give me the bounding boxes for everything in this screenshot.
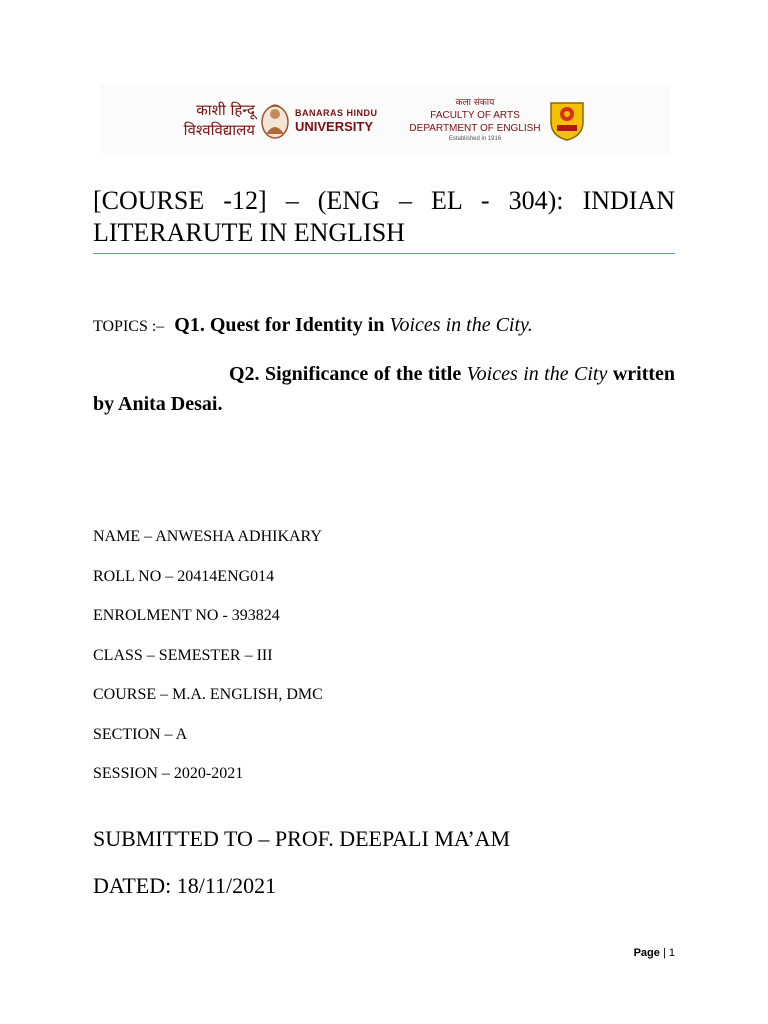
bhu-hindi-line1: काशी हिन्दू [196,101,255,119]
bhu-english-name [295,108,378,134]
detail-roll-no: ROLL NO – 20414ENG014 [93,567,275,585]
department-name: DEPARTMENT OF ENGLISH [409,123,541,134]
detail-name: NAME – ANWESHA ADHIKARY [93,528,322,545]
topics-label: TOPICS :– [93,318,165,335]
faculty-hindi: कला संकाय [455,98,495,108]
page-separator: | [662,947,666,959]
submitted-to: SUBMITTED TO – PROF. DEEPALI MA’AM [93,826,511,851]
detail-session: SESSION – 2020-2021 [93,765,244,782]
student-details [93,528,323,805]
q2-author-text: written by Anita Desai. [93,363,676,415]
bhu-english-line2: UNIVERSITY [295,119,374,134]
topic-q2 [93,359,675,419]
bhu-logo [177,98,387,146]
shield-emblem-icon [548,100,586,142]
bhu-english-line1: BANARAS HINDU [295,108,378,118]
page-number [634,947,675,959]
faculty-name: FACULTY OF ARTS [430,110,520,121]
page-number-value: 1 [668,947,675,959]
q1-text: Q1. Quest for Identity in [174,314,385,336]
bhu-hindi-line2: विश्वविद्यालय [183,121,255,139]
faculty-logo [405,98,545,148]
topic-q1 [93,310,675,342]
page-label: Page [633,947,660,959]
topics-section [93,310,675,419]
established-text: Established in 1916 [448,136,502,142]
bhu-hindi-name [177,100,255,140]
bhu-seal-icon [259,100,291,140]
q1-book-title: Voices in the City. [389,314,533,336]
q2-book-title: Voices in the City [466,363,608,385]
title-divider [93,253,675,254]
detail-section: SECTION – A [93,725,188,743]
detail-class: CLASS – SEMESTER – III [93,646,273,664]
document-title: [COURSE -12] – (ENG – EL - 304): INDIAN LITERARUTE IN ENGLISH [93,186,675,247]
q2-text: Q2. Significance of the title [229,363,462,385]
detail-enrolment-no: ENROLMENT NO - 393824 [93,607,280,624]
detail-course: COURSE – M.A. ENGLISH, DMC [93,686,323,703]
submission-date: DATED: 18/11/2021 [93,873,277,898]
